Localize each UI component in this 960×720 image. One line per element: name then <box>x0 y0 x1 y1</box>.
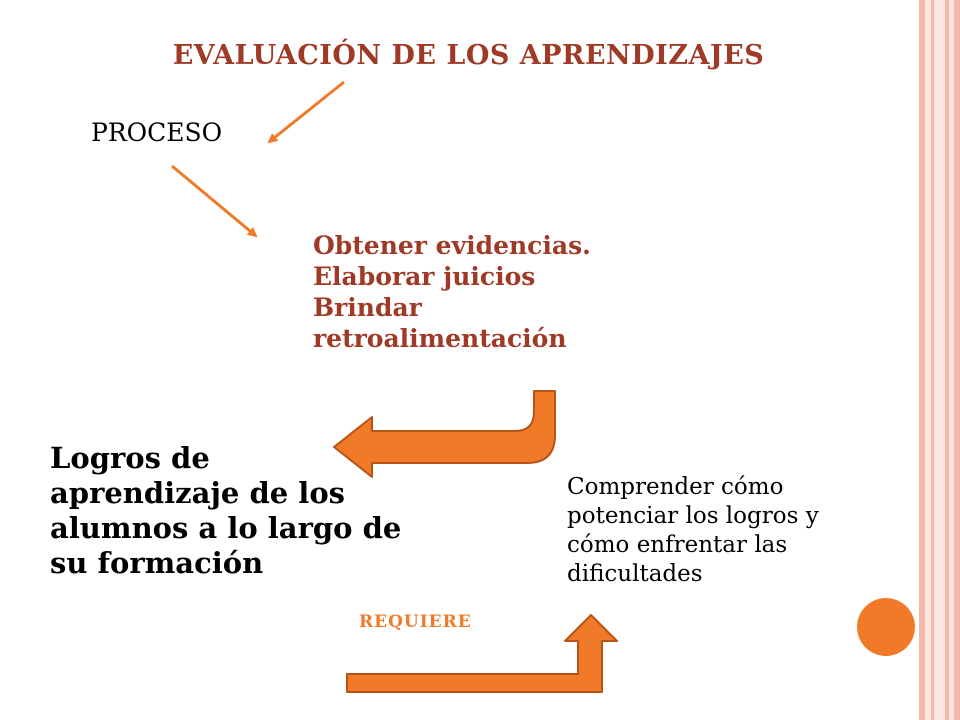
outcome-line-4: su formación <box>50 546 264 580</box>
requires-label: REQUIERE <box>359 612 472 632</box>
orange-circle-decoration <box>857 598 915 656</box>
outcome-line-2: aprendizaje de los <box>50 476 345 510</box>
outcome-line-3: alumnos a lo largo de <box>50 511 402 545</box>
purpose-line-3: cómo enfrentar las <box>567 532 788 558</box>
block-arrow-to-outcomes <box>334 391 555 477</box>
step-2: Elaborar juicios <box>313 262 536 291</box>
arrow-title-to-process <box>269 82 344 142</box>
step-4: retroalimentación <box>313 324 567 353</box>
outcome-line-1: Logros de <box>50 441 210 475</box>
arrow-process-to-steps <box>172 166 256 236</box>
block-arrow-to-purpose <box>347 615 617 692</box>
step-1: Obtener evidencias. <box>313 231 591 260</box>
purpose-line-2: potenciar los logros y <box>567 503 819 529</box>
process-label: PROCESO <box>91 118 223 147</box>
purpose-line-4: dificultades <box>567 561 703 587</box>
purpose-line-1: Comprender cómo <box>567 474 784 500</box>
slide-title: EVALUACIÓN DE LOS APRENDIZAJES <box>172 40 765 71</box>
step-3: Brindar <box>313 293 422 322</box>
